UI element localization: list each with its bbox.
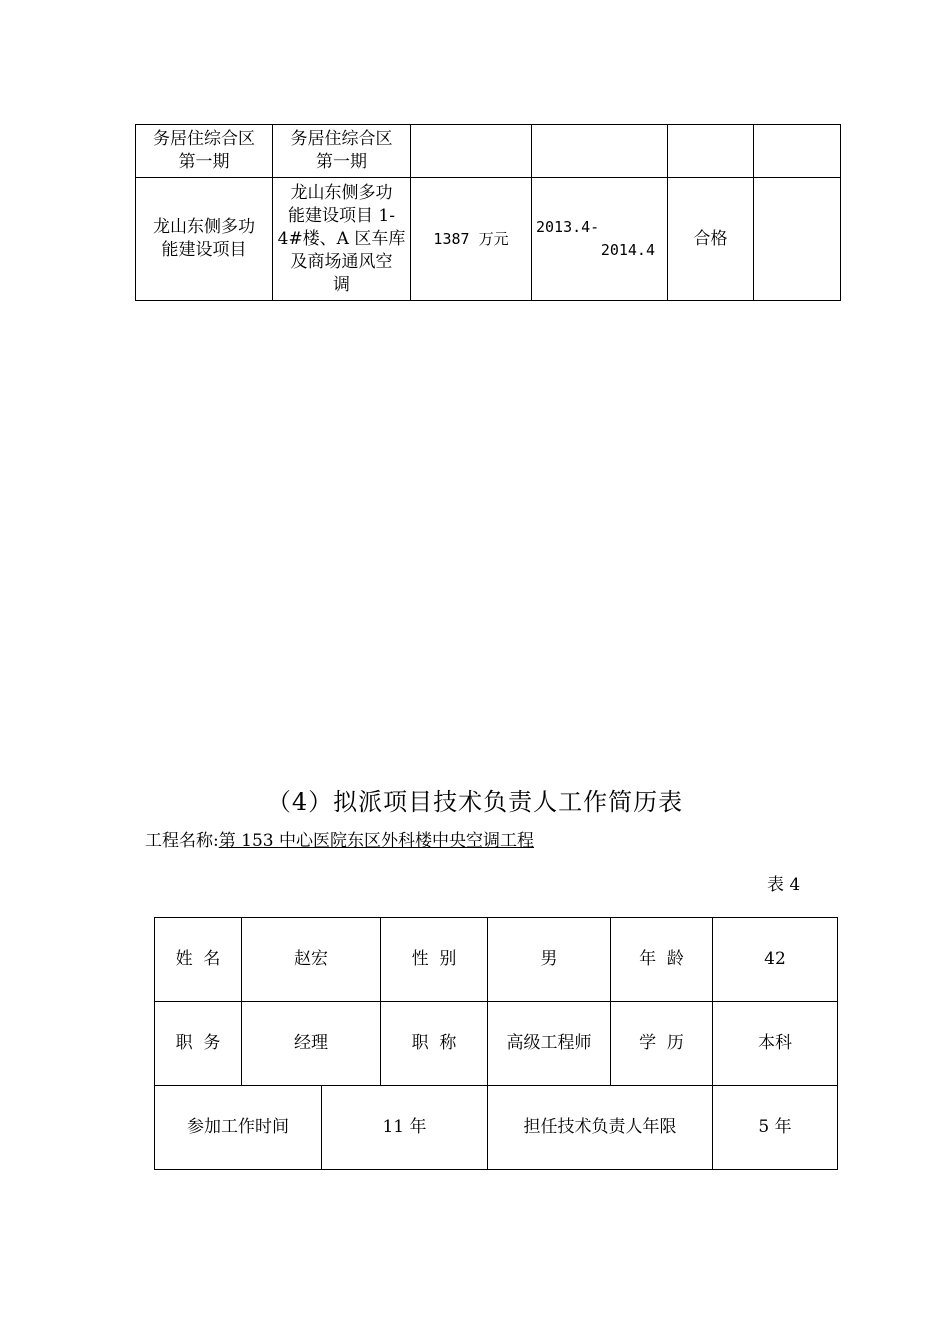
project-history-table — [135, 124, 841, 301]
project-name-cell: 务居住综合区 第一期 — [136, 125, 273, 178]
work-time-label: 参加工作时间 — [155, 1086, 322, 1170]
project-name-line — [145, 826, 534, 851]
table-row — [136, 125, 841, 178]
resume-table — [154, 917, 838, 1170]
table-row — [155, 1002, 838, 1086]
amount-cell — [411, 125, 532, 178]
table-row — [136, 178, 841, 301]
name-value: 赵宏 — [242, 918, 381, 1002]
quality-cell: 合格 — [668, 178, 754, 301]
age-label: 年 龄 — [611, 918, 713, 1002]
tech-years-value: 5 年 — [713, 1086, 838, 1170]
date-cell — [532, 125, 668, 178]
table-number: 表 4 — [767, 875, 801, 895]
section-title: （4）拟派项目技术负责人工作简历表 — [266, 788, 684, 816]
project-name: 第 153 中心医院东区外科楼中央空调工程 — [218, 831, 534, 851]
table-row — [155, 918, 838, 1002]
gender-value: 男 — [488, 918, 611, 1002]
project-content-cell: 龙山东侧多功 能建设项目 1- 4#楼、A 区车库 及商场通风空 调 — [273, 178, 411, 301]
title-value: 高级工程师 — [488, 1002, 611, 1086]
education-value: 本科 — [713, 1002, 838, 1086]
education-label: 学 历 — [611, 1002, 713, 1086]
name-label: 姓 名 — [155, 918, 242, 1002]
table-row — [155, 1086, 838, 1170]
date-cell — [532, 178, 668, 301]
tech-years-label: 担任技术负责人年限 — [488, 1086, 713, 1170]
quality-cell — [668, 125, 754, 178]
gender-label: 性 别 — [381, 918, 488, 1002]
work-time-value: 11 年 — [322, 1086, 488, 1170]
date-start: 2013.4- — [536, 218, 600, 236]
date-end: 2014.4 — [600, 241, 655, 259]
position-value: 经理 — [242, 1002, 381, 1086]
project-content-cell: 务居住综合区 第一期 — [273, 125, 411, 178]
amount-cell: 1387 万元 — [411, 178, 532, 301]
position-label: 职 务 — [155, 1002, 242, 1086]
remark-cell — [754, 178, 841, 301]
title-label: 职 称 — [381, 1002, 488, 1086]
project-label: 工程名称: — [145, 831, 219, 851]
age-value: 42 — [713, 918, 838, 1002]
remark-cell — [754, 125, 841, 178]
project-name-cell: 龙山东侧多功 能建设项目 — [136, 178, 273, 301]
